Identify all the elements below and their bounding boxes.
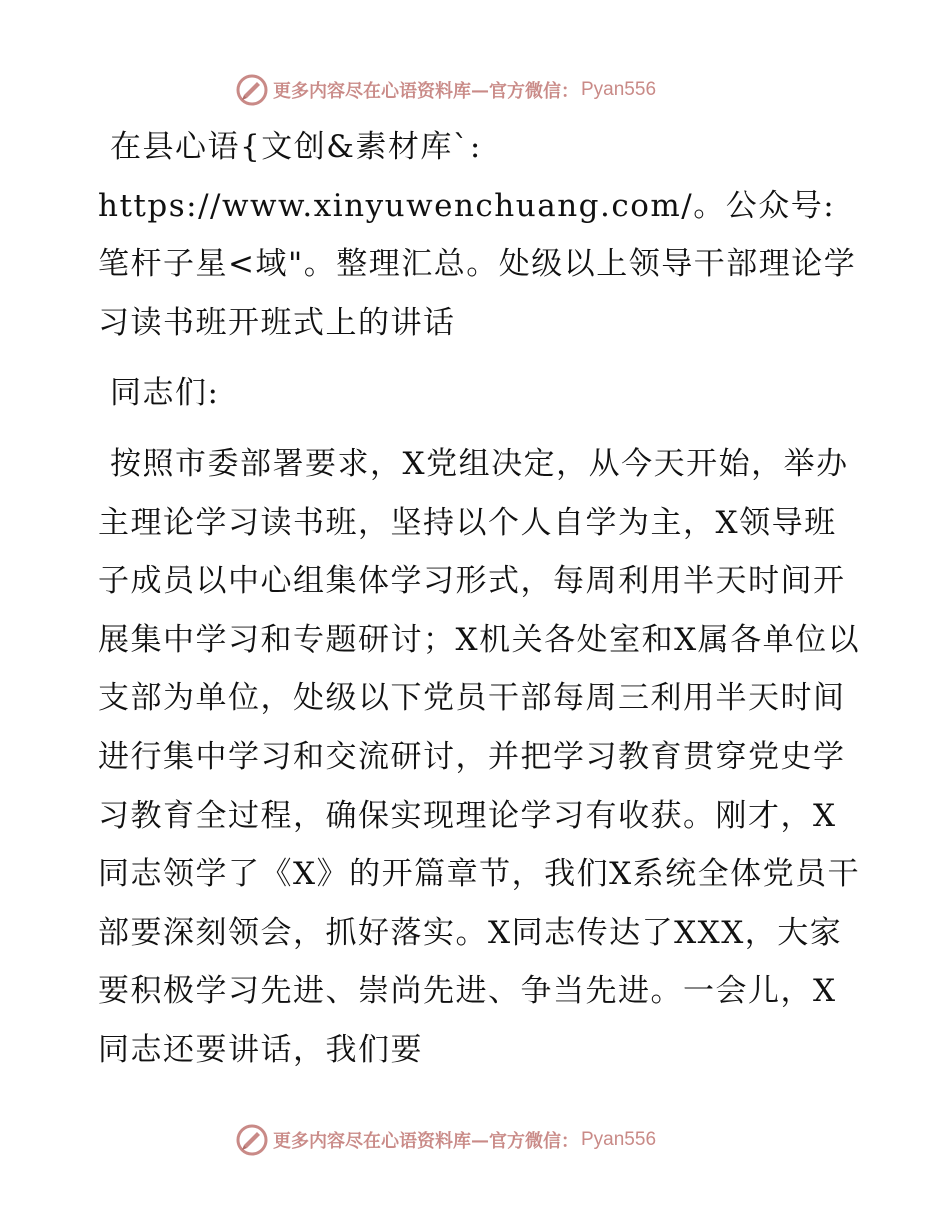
document-body xyxy=(98,118,868,1080)
paragraph-body-text: 按照市委部署要求，X党组决定，从今天开始，举办主理论学习读书班，坚持以个人自学为主，X领导班子成员以中心组集体学习形式，每周利用半天时间开展集中学习和专题研讨；X机关各处室和X属各单位以支部为单位，处级以下党员干部每周三利用半天时间进行集中学习和交流研讨，并把学习教育贯穿党史学习教育全过程，确保实现理论学习有收获。刚才，X同志领学了《X》的开篇章节，我们X系统全体党员干部要深刻领会，抓好落实。X同志传达了XXX，大家要积极学习先进、崇尚先进、争当先进。一会儿，X同志还要讲话，我们要 xyxy=(98,445,861,1068)
watermark-label: 官方微信： xyxy=(489,1131,579,1152)
paragraph-title-text: 在县心语{文创&素材库`: https://www.xinyuwenchuang.com/。公众号: 笔杆子星<域"。整理汇总。处级以上领导干部理论学习读书班开班式上的讲话 xyxy=(98,129,857,341)
watermark-label: 官方微信： xyxy=(489,81,579,102)
paragraph-body xyxy=(98,435,868,1080)
watermark-id: Pyan556 xyxy=(581,79,657,100)
watermark-dash: — xyxy=(471,79,489,101)
watermark-footer xyxy=(235,1120,755,1160)
watermark-id: Pyan556 xyxy=(581,1129,657,1150)
paragraph-salutation xyxy=(98,364,868,423)
watermark-text: 更多内容尽在心语资料库 xyxy=(273,1131,471,1152)
pen-logo-icon xyxy=(235,1123,269,1157)
pen-logo-icon xyxy=(235,73,269,107)
watermark-dash: — xyxy=(471,1129,489,1151)
paragraph-title xyxy=(98,118,868,352)
watermark-header xyxy=(235,70,755,110)
watermark-text: 更多内容尽在心语资料库 xyxy=(273,81,471,102)
paragraph-salutation-text: 同志们: xyxy=(110,375,220,412)
